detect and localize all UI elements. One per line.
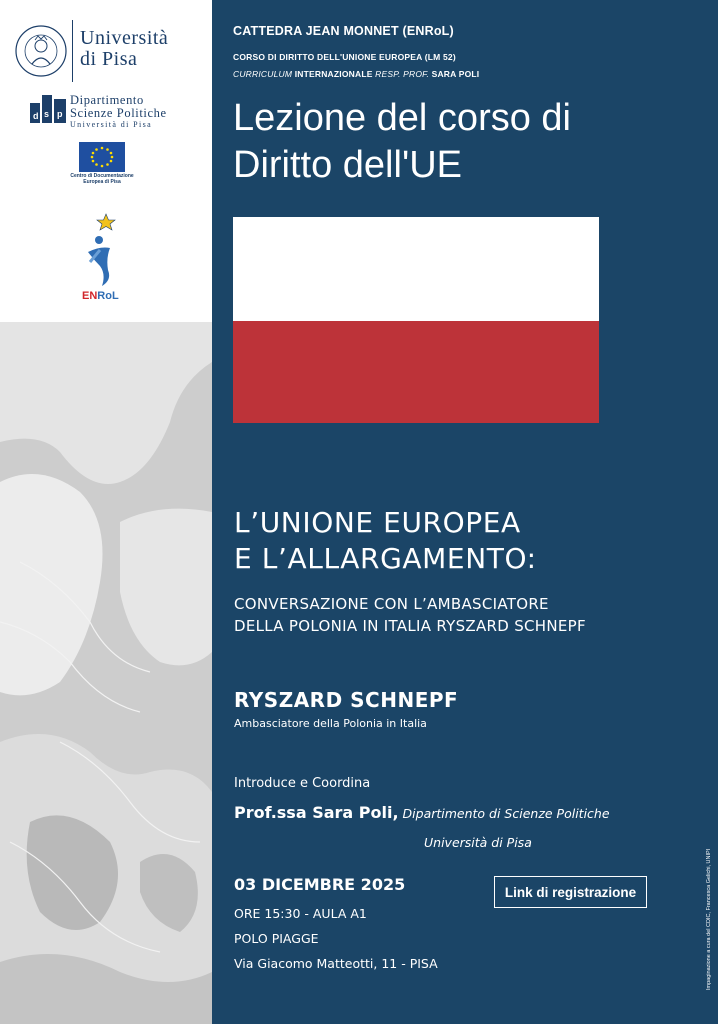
flag-red-band [233, 321, 599, 423]
event-subtitle [234, 593, 586, 637]
poland-flag-icon [233, 217, 599, 423]
cde-label: Centro di Documentazione Europea di Pisa [70, 173, 134, 185]
speaker-role: Ambasciatore della Polonia in Italia [234, 717, 427, 730]
event-subtitle-line2: DELLA POLONIA IN ITALIA RYSZARD SCHNEPF [234, 617, 586, 635]
registration-link-button[interactable]: Link di registrazione [494, 876, 647, 908]
enrol-label-a: EN [82, 290, 98, 302]
header-curriculum-b: INTERNAZIONALE [292, 69, 376, 79]
event-time-room: ORE 15:30 - AULA A1 [234, 906, 367, 921]
department-line2: Scienze Politiche [70, 106, 167, 120]
event-details [234, 901, 438, 976]
svg-text:d: d [33, 111, 39, 121]
speaker-name: RYSZARD SCHNEPF [234, 688, 459, 712]
coordinator-university: Università di Pisa [424, 835, 532, 850]
event-title [234, 505, 537, 577]
header-curriculum-a: CURRICULUM [233, 69, 293, 79]
university-name [80, 28, 168, 70]
department-name [70, 94, 167, 130]
coordinator [234, 803, 610, 822]
europe-map-background [0, 322, 212, 1024]
university-name-line1: Università [80, 27, 169, 49]
event-date: 03 DICEMBRE 2025 [234, 875, 406, 894]
page-title [233, 95, 693, 189]
header-chair: CATTEDRA JEAN MONNET (ENRoL) [233, 24, 454, 38]
header-curriculum [233, 69, 479, 79]
enrol-figure-icon [86, 212, 118, 288]
enrol-label-b: RoL [97, 290, 119, 302]
department-line1: Dipartimento [70, 93, 144, 107]
intro-label: Introduce e Coordina [234, 776, 371, 791]
eu-flag-icon [79, 142, 125, 172]
flag-white-band [233, 217, 599, 321]
event-venue: POLO PIAGGE [234, 931, 319, 946]
event-subtitle-line1: CONVERSAZIONE CON L’AMBASCIATORE [234, 595, 549, 613]
header-curriculum-d: SARA POLI [429, 69, 480, 79]
university-name-line2: di Pisa [80, 48, 138, 70]
enrol-label [82, 290, 119, 302]
event-title-line1: L’UNIONE EUROPEA [234, 506, 521, 539]
header-curriculum-c: RESP. PROF. [375, 69, 430, 79]
svg-text:s: s [44, 109, 50, 119]
page-title-line1: Lezione del corso di [233, 97, 571, 139]
left-column [0, 0, 212, 1024]
page-title-line2: Diritto dell'UE [233, 144, 462, 186]
coordinator-affiliation: Dipartimento di Scienze Politiche [402, 806, 610, 821]
europe-map-icon [0, 322, 212, 1024]
dsp-logo-icon [30, 95, 66, 123]
svg-text:p: p [57, 109, 63, 119]
department-line3: Università di Pisa [70, 120, 153, 129]
event-address: Via Giacomo Matteotti, 11 - PISA [234, 956, 438, 971]
coordinator-name: Prof.ssa Sara Poli, [234, 803, 399, 822]
event-title-line2: E L’ALLARGAMENTO: [234, 542, 537, 575]
logo-divider [72, 20, 73, 82]
design-credit: Impaginazione a cura del CDIC, Francesca Gelichi, UNIPI [706, 848, 712, 990]
university-seal-icon [14, 24, 68, 78]
info-panel [212, 0, 718, 1024]
header-course: CORSO DI DIRITTO DELL'UNIONE EUROPEA (LM 52) [233, 52, 456, 62]
